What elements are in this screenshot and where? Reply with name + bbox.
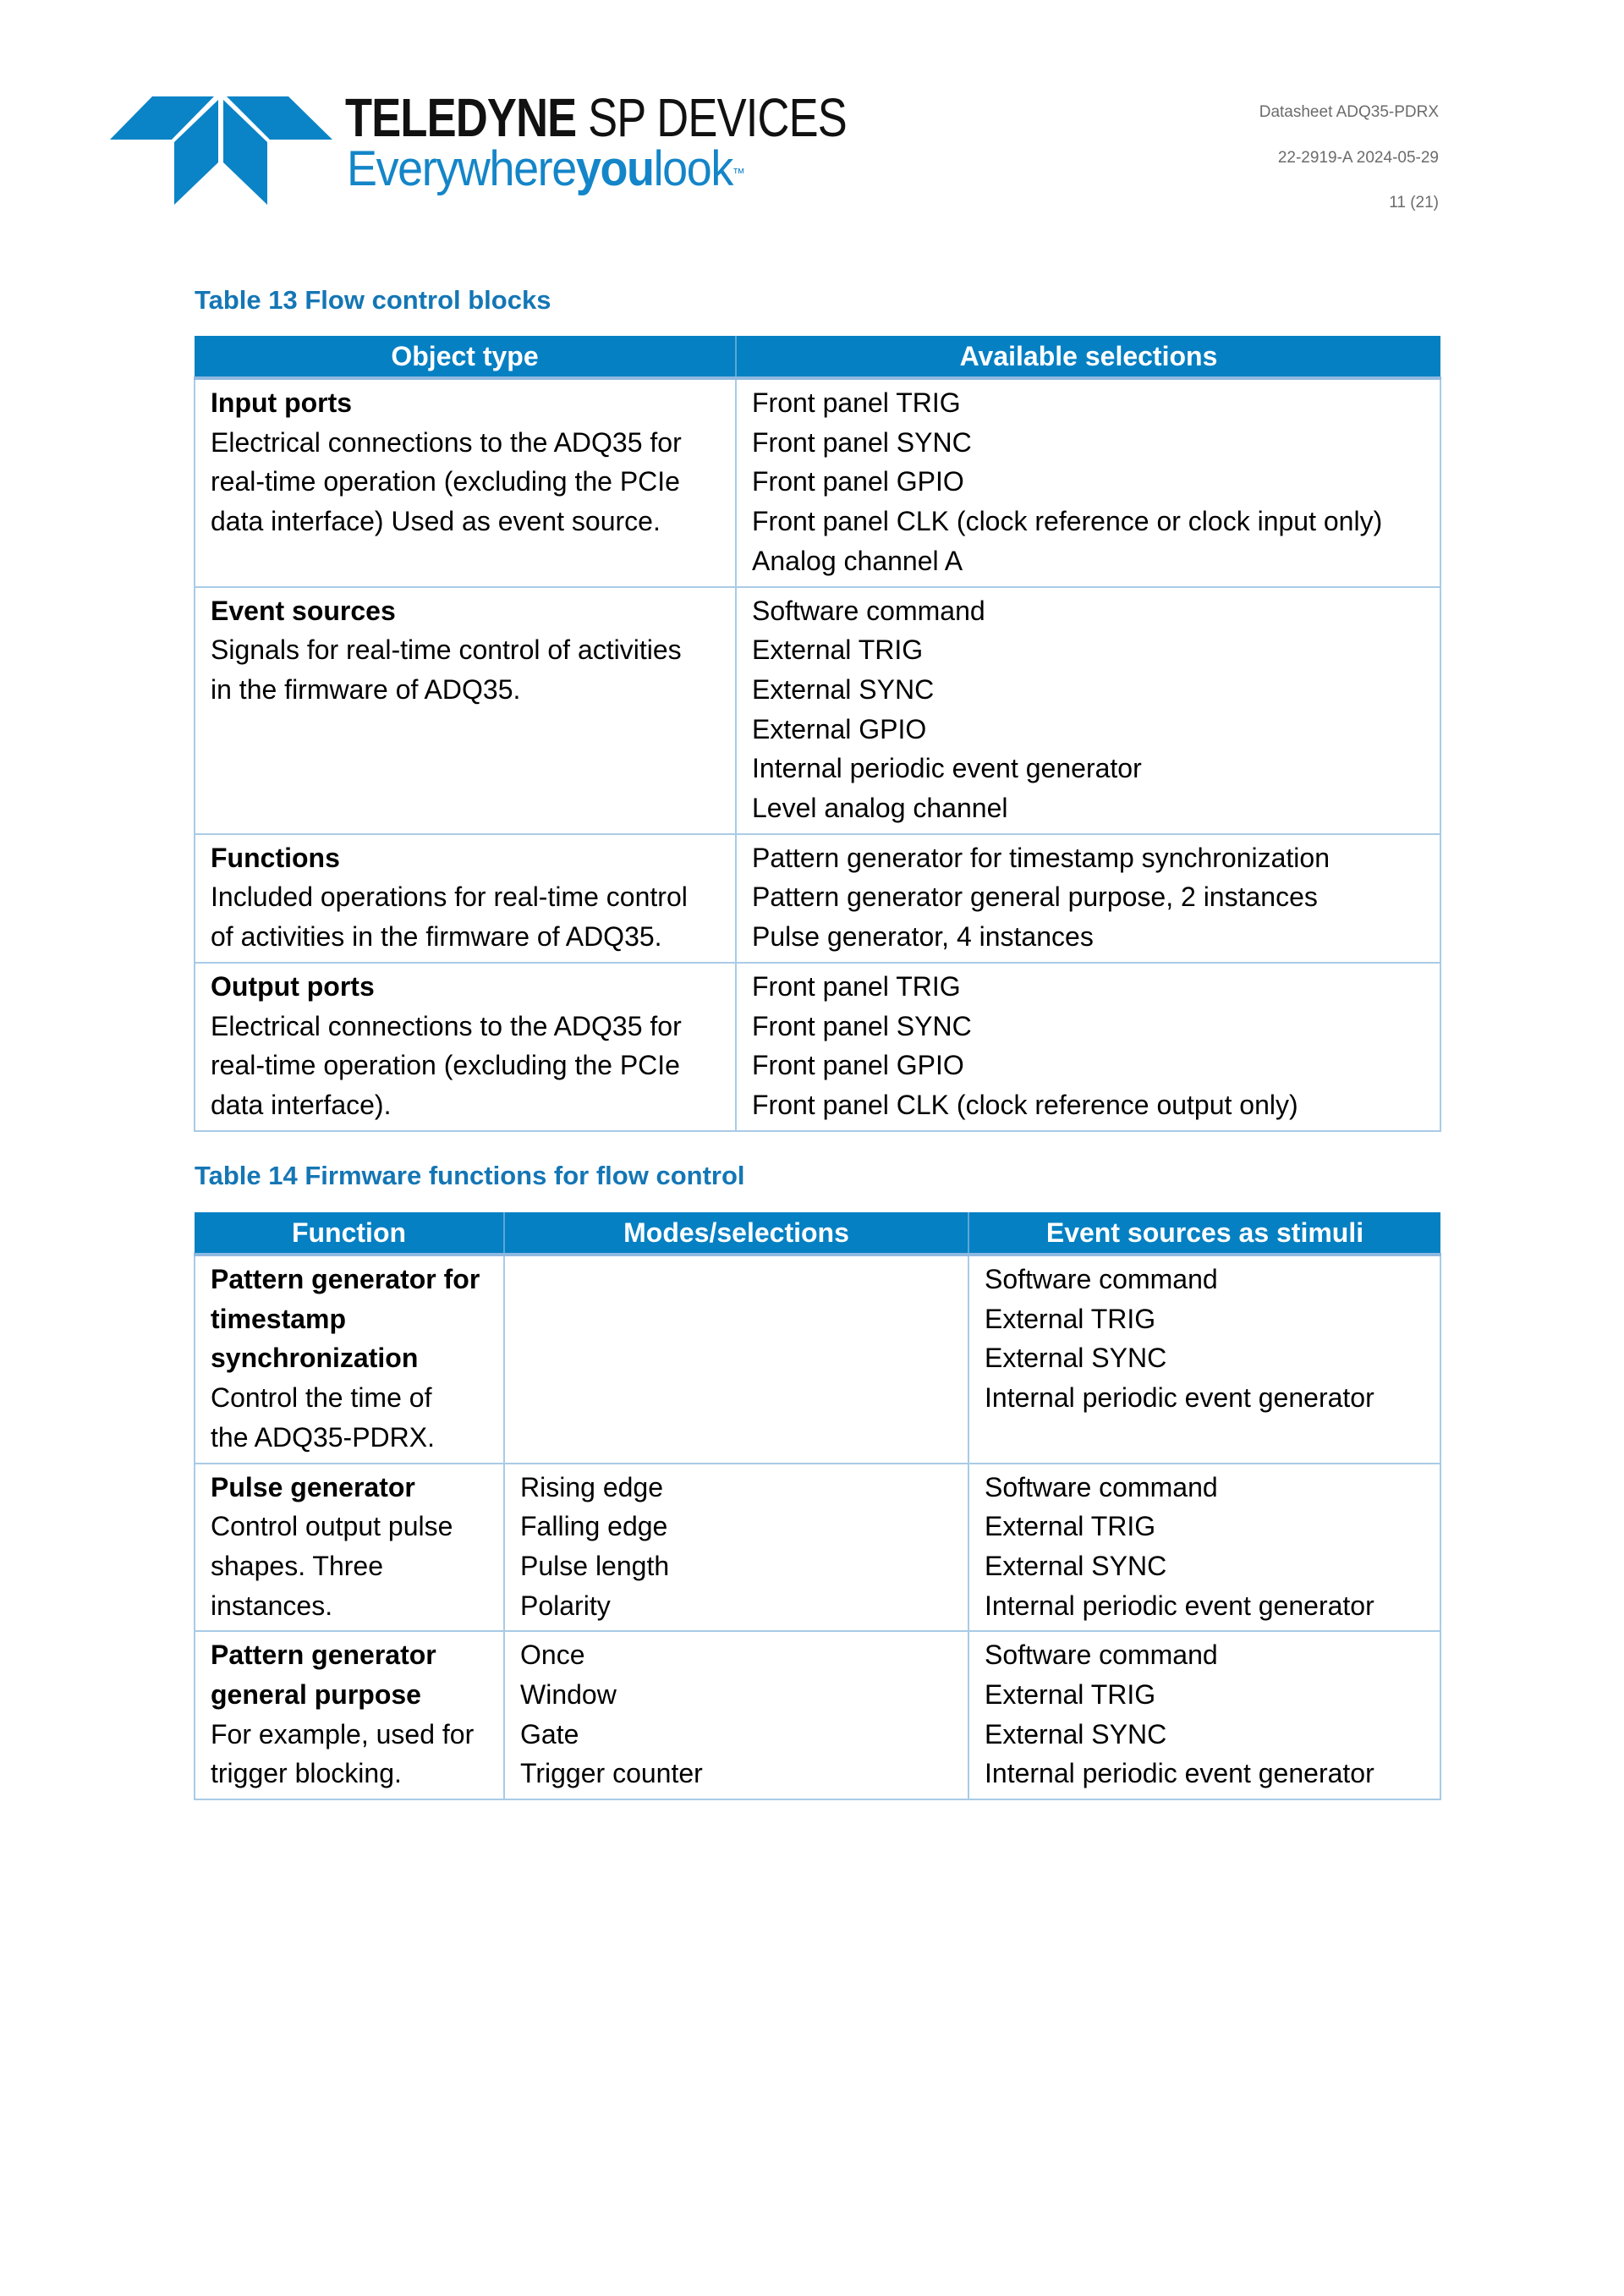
selection-item: Pulse generator, 4 instances [752,921,1094,953]
selection-item: Front panel CLK (clock reference output only) [752,1089,1298,1120]
object-type-cell [195,378,736,587]
object-type-description: Signals for real-time control of activities [211,634,682,666]
stimulus-item: External TRIG [985,1679,1156,1711]
mode-item: Polarity [520,1590,611,1621]
available-selections-cell [736,587,1440,834]
function-title: Pulse generator [211,1471,415,1502]
table-row [195,1255,1440,1464]
function-cell [195,1631,504,1799]
brand-name-light: SP DEVICES [588,87,847,148]
object-type-description: Included operations for real-time control [211,882,688,913]
function-description: the ADQ35-PDRX. [211,1421,435,1453]
function-description: shapes. Three [211,1550,383,1581]
table-row [195,378,1440,587]
document-meta [1259,100,1439,236]
function-description: instances. [211,1590,333,1621]
selection-item: Software command [752,595,985,626]
selection-item: Front panel TRIG [752,970,961,1002]
selection-item: Front panel SYNC [752,1010,972,1041]
available-selections-cell [736,963,1440,1131]
column-header-modes-selections: Modes/selections [504,1212,968,1255]
available-selections-cell [736,834,1440,963]
table-header-row [195,336,1440,378]
function-title: timestamp [211,1303,347,1334]
mode-item: Gate [520,1718,579,1749]
function-title: synchronization [211,1343,419,1374]
column-header-event-sources: Event sources as stimuli [968,1212,1440,1255]
table-row [195,963,1440,1131]
column-header-available-selections: Available selections [736,336,1440,378]
selection-item: Front panel GPIO [752,1050,964,1081]
modes-selections-cell [504,1464,968,1632]
brand-name-strong: TELEDYNE [345,87,577,148]
mode-item: Window [520,1679,617,1711]
stimulus-item: External TRIG [985,1511,1156,1542]
stimulus-item: Internal periodic event generator [985,1590,1374,1621]
selection-item: Level analog channel [752,793,1008,824]
object-type-description: real-time operation (excluding the PCIe [211,466,680,497]
firmware-functions-table [194,1212,1441,1800]
selection-item: Front panel GPIO [752,466,964,497]
event-sources-cell [968,1631,1440,1799]
brand-tagline [347,142,743,196]
function-title: Pattern generator [211,1640,436,1671]
object-type-description: data interface). [211,1089,392,1120]
object-type-title: Functions [211,842,340,873]
function-description: For example, used for [211,1718,475,1749]
object-type-description: of activities in the firmware of ADQ35. [211,921,662,953]
object-type-cell [195,834,736,963]
function-description: Control output pulse [211,1511,453,1542]
object-type-description: real-time operation (excluding the PCIe [211,1050,680,1081]
mode-item: Pulse length [520,1550,670,1581]
function-cell [195,1255,504,1464]
selection-item: External SYNC [752,673,935,705]
stimulus-item: Software command [985,1640,1218,1671]
table-row [195,1464,1440,1632]
table-row [195,587,1440,834]
object-type-cell [195,963,736,1131]
mode-item: Once [520,1640,585,1671]
stimulus-item: External TRIG [985,1303,1156,1334]
document-revision: 22-2919-A 2024-05-29 [1277,148,1439,167]
tagline-post: look [653,141,732,196]
selection-item: Front panel TRIG [752,387,961,418]
stimulus-item: Software command [985,1471,1218,1502]
tagline-bold: you [575,141,654,196]
table-row [195,1631,1440,1799]
object-type-title: Input ports [211,387,353,418]
brand-name [345,88,847,147]
function-description: trigger blocking. [211,1758,402,1789]
object-type-title: Output ports [211,970,375,1002]
stimulus-item: External SYNC [985,1343,1167,1374]
selection-item: Front panel SYNC [752,426,972,458]
available-selections-cell [736,378,1440,587]
modes-selections-cell [504,1255,968,1464]
selection-item: External TRIG [752,634,924,666]
stimulus-item: Internal periodic event generator [985,1758,1374,1789]
table13-caption: Table 13 Flow control blocks [195,285,551,315]
stimulus-item: External SYNC [985,1718,1167,1749]
table-row [195,834,1440,963]
object-type-cell [195,587,736,834]
object-type-description: in the firmware of ADQ35. [211,673,521,705]
event-sources-cell [968,1464,1440,1632]
selection-item: Pattern generator general purpose, 2 instances [752,882,1318,913]
modes-selections-cell [504,1631,968,1799]
flow-control-blocks-table [194,336,1441,1132]
selection-item: Analog channel A [752,545,963,576]
selection-item: Pattern generator for timestamp synchronization [752,842,1330,873]
table14-caption: Table 14 Firmware functions for flow control [195,1161,745,1190]
function-title: Pattern generator for [211,1264,480,1294]
teledyne-logo-icon [108,95,337,208]
document-title: Datasheet ADQ35-PDRX [1259,103,1439,121]
stimulus-item: Internal periodic event generator [985,1382,1374,1414]
event-sources-cell [968,1255,1440,1464]
stimulus-item: Software command [985,1264,1218,1294]
stimulus-item: External SYNC [985,1550,1167,1581]
selection-item: External GPIO [752,713,927,744]
page-number: 11 (21) [1389,194,1439,211]
selection-item: Internal periodic event generator [752,753,1142,784]
function-title: general purpose [211,1679,421,1711]
mode-item: Falling edge [520,1511,668,1542]
table-header-row [195,1212,1440,1255]
object-type-description: Electrical connections to the ADQ35 for [211,426,682,458]
selection-item: Front panel CLK (clock reference or clock input only) [752,506,1383,537]
trademark-symbol: ™ [732,167,744,181]
tagline-pre: Everywhere [347,141,576,196]
function-cell [195,1464,504,1632]
mode-item: Trigger counter [520,1758,703,1789]
column-header-object-type: Object type [195,336,736,378]
object-type-description: Electrical connections to the ADQ35 for [211,1010,682,1041]
function-description: Control the time of [211,1382,432,1414]
mode-item: Rising edge [520,1471,663,1502]
object-type-description: data interface) Used as event source. [211,506,661,537]
object-type-title: Event sources [211,595,396,626]
column-header-function: Function [195,1212,504,1255]
